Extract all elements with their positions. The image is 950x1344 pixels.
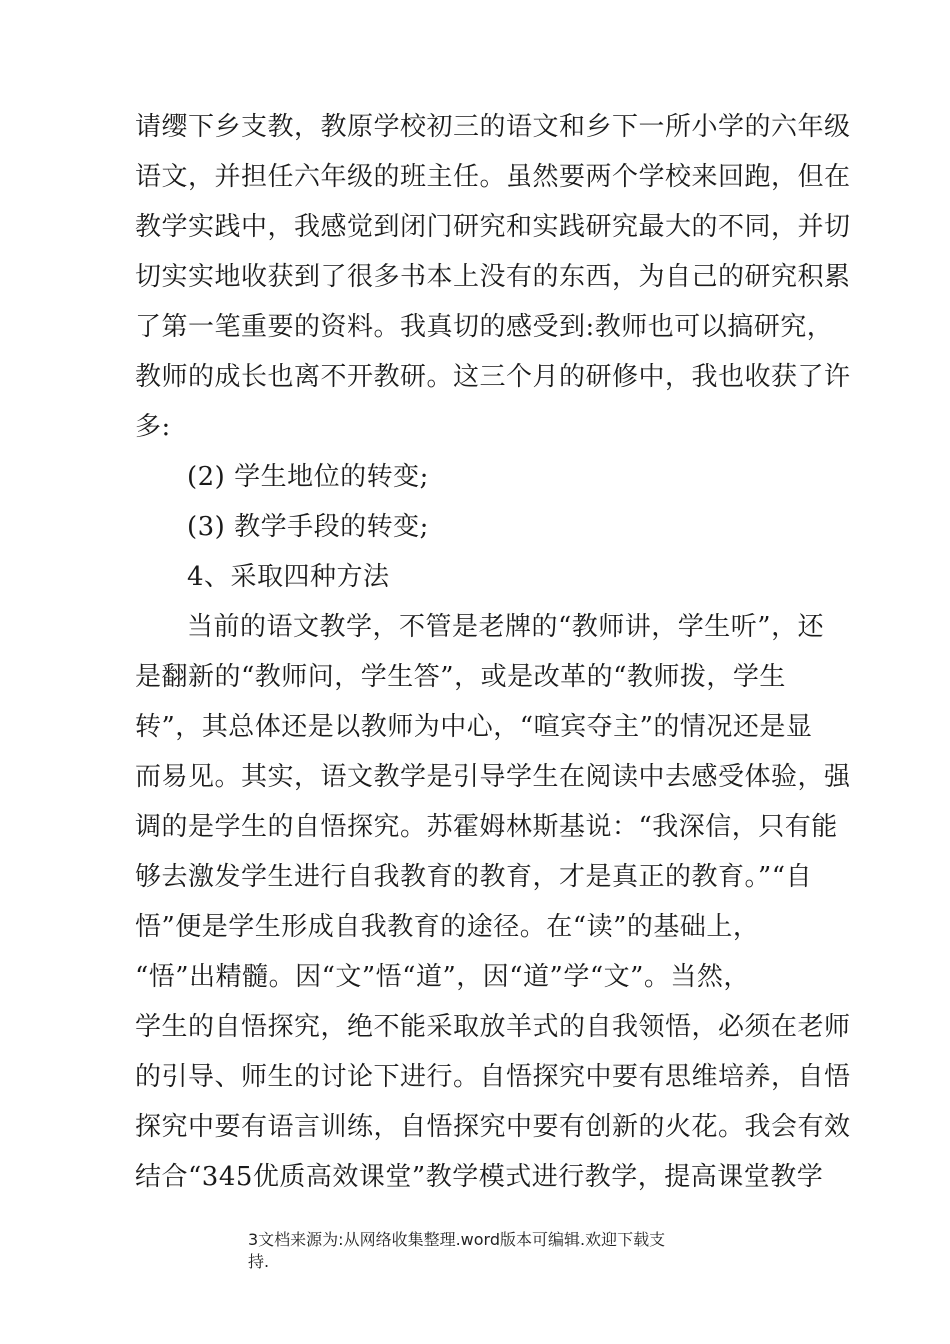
- paragraph-line: “悟”出精髓。因“文”悟“道”，因“道”学“文”。当然，: [135, 962, 750, 992]
- footer-line: 3文档来源为:从网络收集整理.word版本可编辑.欢迎下载支: [248, 1230, 666, 1249]
- paragraph-line: 当前的语文教学，不管是老牌的“教师讲，学生听”，还: [187, 612, 825, 642]
- footer-line: 持.: [248, 1252, 270, 1271]
- paragraph-line: 悟”便是学生形成自我教育的途径。在“读”的基础上，: [135, 912, 760, 942]
- paragraph-line: 的引导、师生的讨论下进行。自悟探究中要有思维培养，自悟: [135, 1062, 851, 1092]
- paragraph-line: 教师的成长也离不开教研。这三个月的研修中，我也收获了许: [135, 362, 851, 392]
- paragraph-line: 而易见。其实，语文教学是引导学生在阅读中去感受体验，强: [135, 762, 851, 792]
- paragraph-line: 转”，其总体还是以教师为中心，“喧宾夺主”的情况还是显: [135, 712, 813, 742]
- paragraph-line: 多:: [135, 412, 171, 442]
- paragraph-line: 是翻新的“教师问，学生答”，或是改革的“教师拨，学生: [135, 662, 786, 692]
- paragraph-line: 探究中要有语言训练，自悟探究中要有创新的火花。我会有效: [135, 1112, 851, 1142]
- section-heading: 4、采取四种方法: [187, 562, 390, 592]
- paragraph-line: 教学实践中，我感觉到闭门研究和实践研究最大的不同，并切: [135, 212, 851, 242]
- list-item: (2) 学生地位的转变;: [187, 462, 429, 492]
- page-footer: [248, 1229, 708, 1273]
- paragraph-line: 语文，并担任六年级的班主任。虽然要两个学校来回跑，但在: [135, 162, 851, 192]
- paragraph-line: 结合“345优质高效课堂”教学模式进行教学，提高课堂教学: [135, 1162, 824, 1192]
- paragraph-line: 调的是学生的自悟探究。苏霍姆林斯基说：“我深信，只有能: [135, 812, 838, 842]
- list-item: (3) 教学手段的转变;: [187, 512, 429, 542]
- body-text: [135, 102, 851, 1202]
- paragraph-line: 学生的自悟探究，绝不能采取放羊式的自我领悟，必须在老师: [135, 1012, 851, 1042]
- paragraph-line: 够去激发学生进行自我教育的教育，才是真正的教育。”“自: [135, 862, 813, 892]
- paragraph-line: 了第一笔重要的资料。我真切的感受到:教师也可以搞研究，: [135, 312, 834, 342]
- paragraph-line: 切实实地收获到了很多书本上没有的东西，为自己的研究积累: [135, 262, 851, 292]
- paragraph-line: 请缨下乡支教，教原学校初三的语文和乡下一所小学的六年级: [135, 112, 851, 142]
